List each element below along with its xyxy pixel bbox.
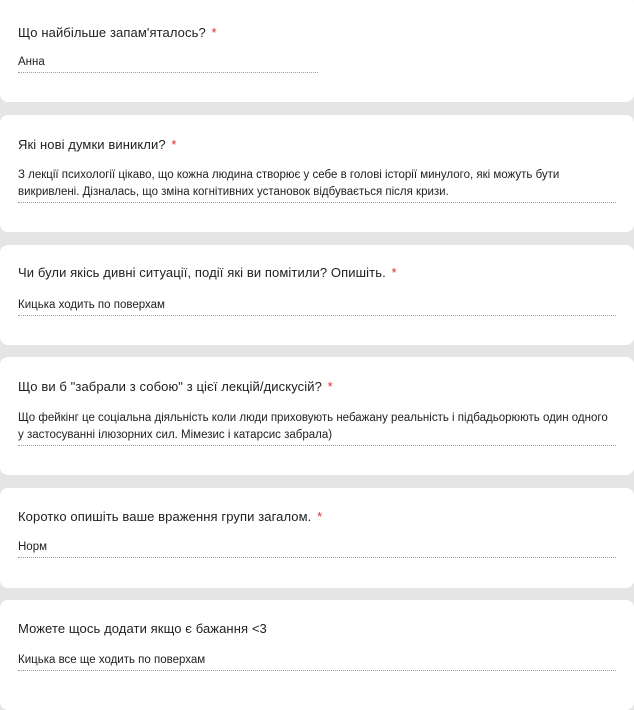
answer-field[interactable]: Кицька ходить по поверхам bbox=[18, 297, 616, 316]
required-asterisk: * bbox=[391, 265, 397, 280]
question-title bbox=[18, 620, 616, 638]
question-text: Можете щось додати якщо є бажання <3 bbox=[18, 621, 267, 636]
question-text: Що найбільше запам'яталось? bbox=[18, 25, 206, 40]
question-card bbox=[0, 600, 634, 710]
answer-field[interactable]: З лекції психології цікаво, що кожна людина створює у себе в голові історії минулого, які можуть бути викривлені. Дізналась, що зміна когнітивних установок відбувається після кризи. bbox=[18, 167, 616, 203]
question-title bbox=[18, 378, 616, 396]
required-asterisk: * bbox=[171, 137, 177, 152]
question-card bbox=[0, 357, 634, 475]
question-card bbox=[0, 245, 634, 345]
question-card bbox=[0, 115, 634, 232]
question-card bbox=[0, 488, 634, 588]
answer-field[interactable]: Кицька все ще ходить по поверхам bbox=[18, 652, 616, 671]
question-text: Які нові думки виникли? bbox=[18, 137, 166, 152]
question-title bbox=[18, 136, 616, 154]
question-text: Чи були якісь дивні ситуації, події які ви помітили? Опишіть. bbox=[18, 265, 386, 280]
required-asterisk: * bbox=[211, 25, 217, 40]
question-title bbox=[18, 508, 616, 526]
question-card bbox=[0, 0, 634, 102]
answer-field[interactable]: Що фейкінг це соціальна діяльність коли люди приховують небажану реальність і підбадьорюють один одного у застосуванні ілюзорних сил. Мімезис і катарсис забрала) bbox=[18, 410, 616, 446]
question-text: Що ви б "забрали з собою" з цієї лекцій/дискусій? bbox=[18, 379, 322, 394]
question-title bbox=[18, 24, 616, 42]
required-asterisk: * bbox=[317, 509, 323, 524]
answer-field[interactable]: Норм bbox=[18, 539, 616, 558]
required-asterisk: * bbox=[327, 379, 333, 394]
question-text: Коротко опишіть ваше враження групи загалом. bbox=[18, 509, 312, 524]
answer-field[interactable]: Анна bbox=[18, 54, 318, 73]
question-title bbox=[18, 264, 616, 282]
